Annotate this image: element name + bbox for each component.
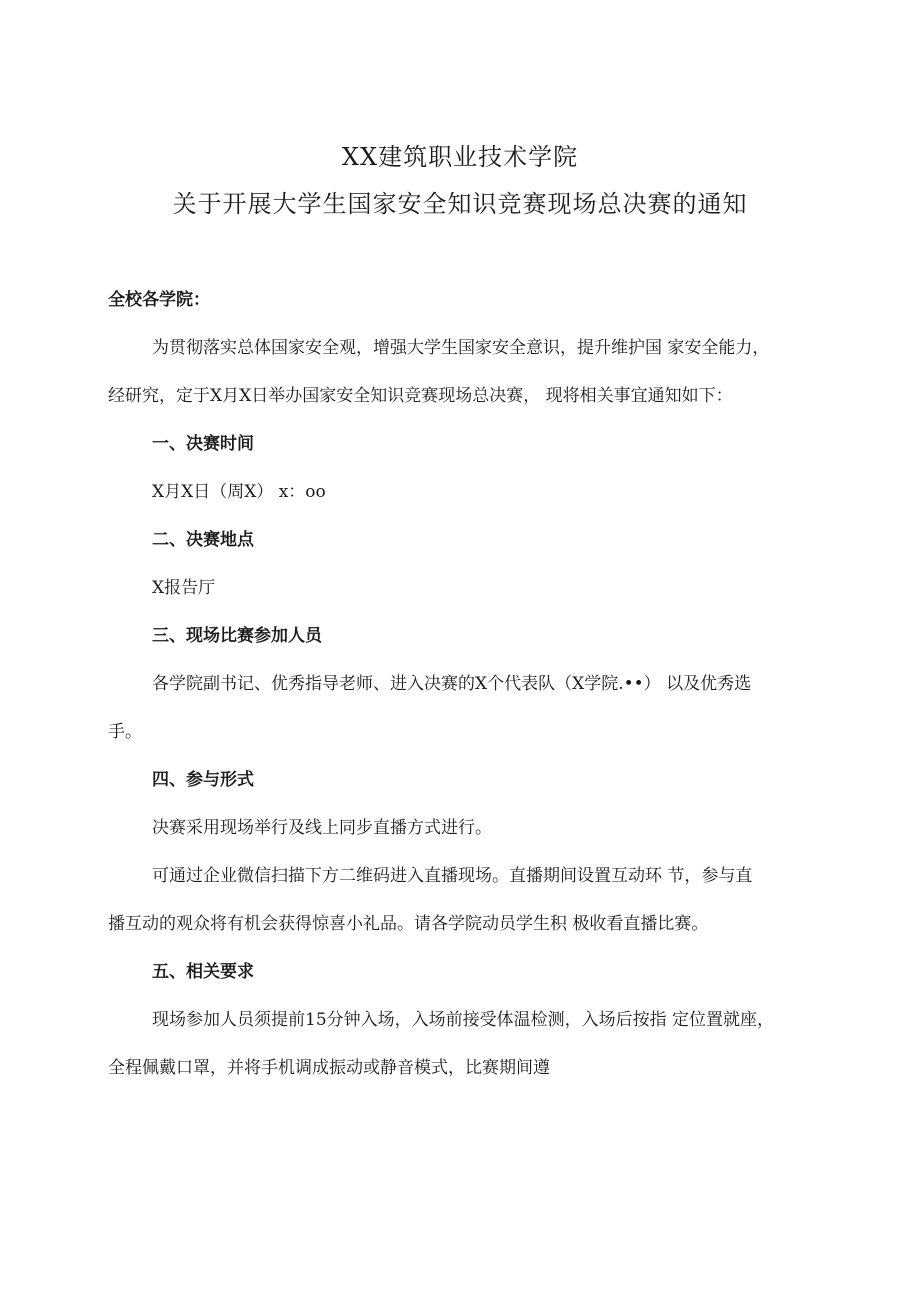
section-body-format-2: 可通过企业微信扫描下方二维码进入直播现场。直播期间设置互动环 节，参与直	[152, 866, 753, 886]
section-body-time: X月X日（周X） x：oo	[152, 482, 326, 502]
section-heading-format: 四、参与形式	[152, 770, 254, 790]
section-heading-participants: 三、现场比赛参加人员	[152, 626, 322, 646]
section-body-requirements-1: 现场参加人员须提前15分钟入场，入场前接受体温检测，入场后按指 定位置就座，	[152, 1010, 775, 1030]
intro-line-2: 经研究，定于X月X日举办国家安全知识竞赛现场总决赛， 现将相关事宜通知如下：	[108, 386, 733, 406]
document-title-notice: 关于开展大学生国家安全知识竞赛现场总决赛的通知	[172, 190, 748, 218]
salutation: 全校各学院：	[108, 290, 210, 310]
section-heading-requirements: 五、相关要求	[152, 962, 254, 982]
document-title-school: XX建筑职业技术学院	[341, 143, 579, 171]
section-body-requirements-2: 全程佩戴口罩，并将手机调成振动或静音模式，比赛期间遵	[108, 1058, 550, 1078]
section-body-participants-1: 各学院副书记、优秀指导老师、进入决赛的X个代表队（X学院.••） 以及优秀选	[152, 674, 752, 694]
intro-line-1: 为贯彻落实总体国家安全观，增强大学生国家安全意识，提升维护国 家安全能力，	[152, 338, 770, 358]
section-body-participants-2: 手。	[108, 722, 142, 742]
section-body-format-1: 决赛采用现场举行及线上同步直播方式进行。	[152, 818, 492, 838]
section-body-location: X报告厅	[152, 578, 216, 598]
section-heading-location: 二、决赛地点	[152, 530, 254, 550]
section-body-format-3: 播互动的观众将有机会获得惊喜小礼品。请各学院动员学生积 极收看直播比赛。	[108, 914, 709, 934]
section-heading-time: 一、决赛时间	[152, 434, 254, 454]
